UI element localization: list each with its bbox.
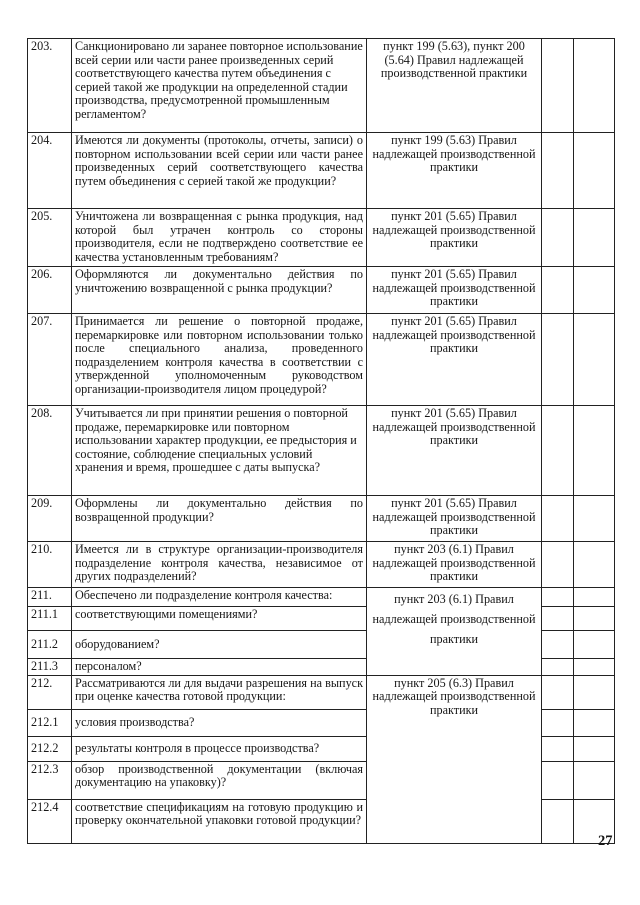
item-number: 211.2 [28, 631, 72, 659]
answer-cell[interactable] [542, 267, 574, 314]
question-text: Имеется ли в структуре организации-производителя подразделение контроля качества, независимое от других подразделений? [72, 542, 367, 588]
comment-cell[interactable] [574, 542, 615, 588]
answer-cell[interactable] [542, 736, 574, 761]
comment-cell[interactable] [574, 133, 615, 209]
table-row [28, 542, 615, 588]
answer-cell[interactable] [542, 607, 574, 631]
question-text: соответствующими помещениями? [72, 607, 367, 631]
comment-cell[interactable] [574, 607, 615, 631]
answer-cell[interactable] [542, 709, 574, 736]
table-row [28, 496, 615, 542]
question-text: соответствие спецификациям на готовую продукцию и проверку окончательной упаковки готовой продукции? [72, 799, 367, 843]
comment-cell[interactable] [574, 761, 615, 799]
legal-reference: пункт 203 (6.1) Правил надлежащей производственной практики [367, 542, 542, 588]
item-number: 211.1 [28, 607, 72, 631]
legal-reference: пункт 199 (5.63) Правил надлежащей производственной практики [367, 133, 542, 209]
answer-cell[interactable] [542, 406, 574, 496]
question-text: Обеспечено ли подразделение контроля качества: [72, 588, 367, 607]
checklist-table [27, 38, 615, 844]
comment-cell[interactable] [574, 588, 615, 607]
question-text: Рассматриваются ли для выдачи разрешения на выпуск при оценке качества готовой продукции: [72, 675, 367, 709]
item-number: 206. [28, 267, 72, 314]
question-text: обзор производственной документации (включая документацию на упаковку)? [72, 761, 367, 799]
comment-cell[interactable] [574, 496, 615, 542]
answer-cell[interactable] [542, 314, 574, 406]
item-number: 212. [28, 675, 72, 709]
item-number: 212.1 [28, 709, 72, 736]
answer-cell[interactable] [542, 659, 574, 676]
comment-cell[interactable] [574, 267, 615, 314]
answer-cell[interactable] [542, 209, 574, 267]
item-number: 204. [28, 133, 72, 209]
table-row [28, 209, 615, 267]
legal-reference: пункт 201 (5.65) Правил надлежащей производственной практики [367, 496, 542, 542]
legal-reference: пункт 201 (5.65) Правил надлежащей производственной практики [367, 406, 542, 496]
question-text: Уничтожена ли возвращенная с рынка продукция, над которой был утрачен контроль со стороны производителя, если не подтверждено соответствие ее качества установленным требованиям? [72, 209, 367, 267]
comment-cell[interactable] [574, 406, 615, 496]
comment-cell[interactable] [574, 631, 615, 659]
legal-reference: пункт 201 (5.65) Правил надлежащей производственной практики [367, 267, 542, 314]
question-text: Оформляются ли документально действия по уничтожению возвращенной с рынка продукции? [72, 267, 367, 314]
table-row [28, 133, 615, 209]
answer-cell[interactable] [542, 496, 574, 542]
comment-cell[interactable] [574, 736, 615, 761]
item-number: 207. [28, 314, 72, 406]
item-number: 212.2 [28, 736, 72, 761]
item-number: 205. [28, 209, 72, 267]
answer-cell[interactable] [542, 133, 574, 209]
answer-cell[interactable] [542, 675, 574, 709]
question-text: условия производства? [72, 709, 367, 736]
legal-reference: пункт 205 (6.3) Правил надлежащей производственной практики [367, 675, 542, 843]
page-number: 27 [598, 833, 613, 849]
table-row [28, 39, 615, 133]
question-text: Имеются ли документы (протоколы, отчеты, записи) о повторном использовании всей серии или части ранее произведенных серий соответствующего качества путем объединения с серией такой же продукции? [72, 133, 367, 209]
item-number: 203. [28, 39, 72, 133]
table-row [28, 675, 615, 709]
question-text: Учитывается ли при принятии решения о повторной продаже, перемаркировке или повторном использовании характер продукции, ее предыстория и состояние, соблюдение специальных условий хранения и время, прошедшее с даты выпуска? [72, 406, 367, 496]
legal-reference: пункт 203 (6.1) Правил надлежащей производственной практики [367, 588, 542, 676]
question-text: Оформлены ли документально действия по возвращенной продукции? [72, 496, 367, 542]
item-number: 212.4 [28, 799, 72, 843]
comment-cell[interactable] [574, 675, 615, 709]
legal-reference: пункт 199 (5.63), пункт 200 (5.64) Правил надлежащей производственной практики [367, 39, 542, 133]
item-number: 212.3 [28, 761, 72, 799]
comment-cell[interactable] [574, 209, 615, 267]
legal-reference: пункт 201 (5.65) Правил надлежащей производственной практики [367, 209, 542, 267]
legal-reference: пункт 201 (5.65) Правил надлежащей производственной практики [367, 314, 542, 406]
question-text: оборудованием? [72, 631, 367, 659]
item-number: 210. [28, 542, 72, 588]
answer-cell[interactable] [542, 761, 574, 799]
comment-cell[interactable] [574, 314, 615, 406]
question-text: Санкционировано ли заранее повторное использование всей серии или части ранее произведенных серий соответствующего качества путем объединения с серией такой же продукции на определенной стадии производства, предусмотренной промышленным регламентом? [72, 39, 367, 133]
answer-cell[interactable] [542, 542, 574, 588]
table-row [28, 406, 615, 496]
question-text: результаты контроля в процессе производства? [72, 736, 367, 761]
item-number: 211. [28, 588, 72, 607]
answer-cell[interactable] [542, 631, 574, 659]
comment-cell[interactable] [574, 709, 615, 736]
question-text: Принимается ли решение о повторной продаже, перемаркировке или повторном использовании только после специального анализа, проведенного подразделением контроля качества в соответствии с утвержденной уполномоченным руководством организации-производителя лицом процедурой? [72, 314, 367, 406]
table-row [28, 314, 615, 406]
answer-cell[interactable] [542, 39, 574, 133]
comment-cell[interactable] [574, 39, 615, 133]
table-row [28, 588, 615, 607]
item-number: 211.3 [28, 659, 72, 676]
answer-cell[interactable] [542, 799, 574, 843]
question-text: персоналом? [72, 659, 367, 676]
answer-cell[interactable] [542, 588, 574, 607]
item-number: 209. [28, 496, 72, 542]
table-row [28, 267, 615, 314]
item-number: 208. [28, 406, 72, 496]
comment-cell[interactable] [574, 659, 615, 676]
